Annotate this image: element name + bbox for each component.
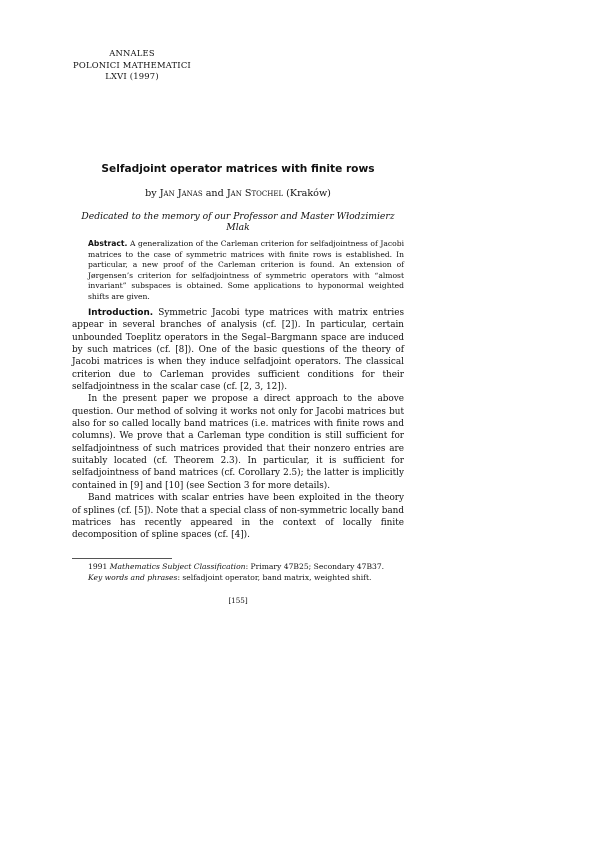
journal-name-line2: POLONICI MATHEMATICI xyxy=(73,59,191,70)
and-word: and xyxy=(205,188,224,199)
author-line xyxy=(72,188,404,199)
dedication: Dedicated to the memory of our Professor and Master Włodzimierz Mlak xyxy=(81,211,395,233)
author-location: (Kraków) xyxy=(286,188,331,199)
msc-label: Mathematics Subject Classification xyxy=(109,562,246,571)
abstract-label: Abstract. xyxy=(88,239,128,248)
paragraph-2: In the present paper we propose a direct approach to the above question. Our method of solving it works not only for Jacobi matrices but also for so called locally band matrices (i.e. matrices with finite rows and columns). We prove that a Carleman type condition is still sufficient for selfadjointness of such matrices provided that their nonzero entries are suitably located (cf. Theorem 2.3). In particular, it is sufficient for selfadjointness of band matrices (cf. Corollary 2.5); the latter is implicitly contained in [9] and [10] (see Section 3 for more details). xyxy=(72,394,404,491)
footnote-msc xyxy=(72,561,404,572)
by-word: by xyxy=(145,188,157,199)
paragraph-3: Band matrices with scalar entries have been exploited in the theory of splines (cf. [5]). Note that a special class of non-symmetric locally band matrices has recently appeared in the context of locally finite decomposition of spline spaces (cf. [4]). xyxy=(72,493,404,541)
journal-header xyxy=(72,48,192,83)
journal-name-line1: ANNALES xyxy=(109,48,155,58)
msc-text: : Primary 47B25; Secondary 47B37. xyxy=(245,562,385,571)
abstract-text: A generalization of the Carleman criterion for selfadjointness of Jacobi matrices to the case of symmetric matrices with finite rows is established. In particular, a new proof of the Carleman criterion is found. An extension of Jørgensen’s criterion for selfadjointness of symmetric operators with “almost invariant” subspaces is obtained. Some applications to hyponormal weighted shifts are given. xyxy=(88,239,405,301)
author-2: Jan Stochel xyxy=(226,188,284,199)
article-title: Selfadjoint operator matrices with finite rows xyxy=(101,163,375,175)
keywords-label: Key words and phrases xyxy=(88,573,178,582)
footnotes xyxy=(72,561,404,583)
body-text xyxy=(72,307,404,542)
journal-volume: LXVI (1997) xyxy=(105,71,159,81)
paragraph-1 xyxy=(72,307,404,393)
page-number: [155] xyxy=(228,596,248,605)
footnote-keywords xyxy=(72,572,404,583)
keywords-text: : selfadjoint operator, band matrix, weighted shift. xyxy=(177,573,372,582)
intro-heading: Introduction. xyxy=(88,308,154,318)
msc-year: 1991 xyxy=(88,562,108,571)
paragraph-1-text: Symmetric Jacobi type matrices with matrix entries appear in several branches of analysis (cf. [2]). In particular, certain unbounded Toeplitz operators in the Segal–Bargmann space are induced by such matrices (cf. [8]). One of the basic questions of the theory of Jacobi matrices is when they induce selfadjoint operators. The classical criterion due to Carleman provides sufficient conditions for their selfadjointness in the scalar case (cf. [2, 3, 12]). xyxy=(72,308,405,393)
footnote-rule xyxy=(72,558,172,559)
abstract xyxy=(88,239,404,303)
author-1: Jan Janas xyxy=(159,188,203,199)
